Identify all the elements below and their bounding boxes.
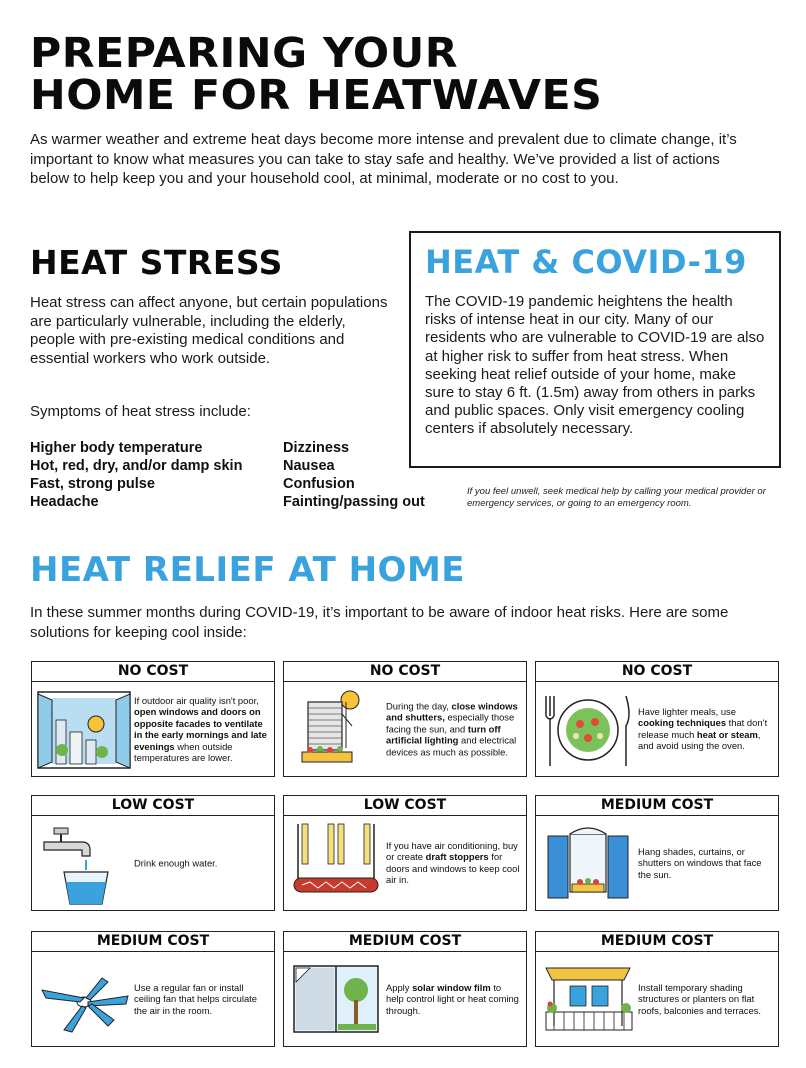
cost-label: LOW COST [32, 796, 274, 816]
solution-text-part: If outdoor air quality isn't poor, [134, 694, 259, 706]
page-title-line-2: HOME FOR HEATWAVES [30, 71, 603, 119]
solution-text-part: Have lighter meals, use [638, 706, 736, 718]
window-shutters-icon [540, 820, 636, 906]
solution-text-part: Drink enough water. [134, 857, 218, 869]
symptom-item: Confusion [283, 476, 355, 492]
heat-relief-heading: HEAT RELIEF AT HOME [30, 550, 466, 590]
solution-text-bold: heat or steam [696, 729, 758, 740]
solution-card [31, 661, 275, 777]
symptoms-list-left [30, 439, 242, 511]
solution-card [283, 931, 527, 1047]
covid-heading: HEAT & COVID-19 [425, 243, 747, 281]
solution-text-part: Hang shades, curtains, or shutters on windows that face the sun. [638, 845, 762, 880]
solution-text-bold: close windows and shutters, [386, 700, 518, 723]
salad-plate-icon [540, 686, 636, 772]
cost-label: NO COST [284, 662, 526, 682]
cost-label: MEDIUM COST [536, 932, 778, 952]
solution-text [386, 840, 520, 886]
cost-label: NO COST [536, 662, 778, 682]
card-body [32, 816, 274, 910]
solution-card [283, 795, 527, 911]
window-film-icon [288, 956, 384, 1042]
covid-text: The COVID-19 pandemic heightens the health risks of intense heat in our city. Many of our residents who are vulnerable to COVID-19 are also at higher risk to suffer from heat stress. When seeking heat relief outside of your home, make sure to stay 6 ft. (1.5m) away from others in parks and public spaces. Only visit emergency cooling centers if absolutely necessary. [425, 293, 765, 438]
symptom-item: Higher body temperature [30, 440, 203, 456]
symptom-item: Hot, red, dry, and/or damp skin [30, 458, 243, 474]
cost-label: MEDIUM COST [536, 796, 778, 816]
card-body [284, 816, 526, 910]
card-body [32, 952, 274, 1046]
card-body [32, 682, 274, 776]
covid-info-box [409, 231, 781, 468]
solution-text [638, 982, 772, 1016]
solution-text [134, 982, 268, 1016]
cost-label: LOW COST [284, 796, 526, 816]
solution-text [638, 706, 772, 752]
solution-text-part: If you have air conditioning, buy or create [386, 840, 518, 863]
solution-text-part: for doors and windows to keep cool air in. [386, 851, 520, 886]
solution-text-part: when outside temperatures are lower. [134, 740, 233, 763]
solution-text-bold: cooking techniques [638, 717, 727, 729]
intro-paragraph: As warmer weather and extreme heat days become more intense and prevalent due to climate change, it’s important to know what measures you can take to stay safe and healthy. We’ve provided a list of actions below to help keep you and your household cool, at minimal, moderate or no cost to you. [30, 131, 737, 187]
solution-text [386, 982, 520, 1016]
cost-label: MEDIUM COST [32, 932, 274, 952]
solution-card [535, 661, 779, 777]
page-title-line-1: PREPARING YOUR [30, 29, 459, 77]
solution-text-part: especially those facing the sun, and [386, 711, 515, 735]
open-window-icon [36, 686, 132, 772]
solution-text-bold: draft stoppers [425, 851, 489, 863]
solution-text [386, 700, 520, 757]
symptom-item: Headache [30, 494, 99, 510]
heat-stress-text: Heat stress can affect anyone, but certain populations are particularly vulnerable, including the elderly, people with pre-existing medical conditions and essential workers who work outside. [30, 294, 388, 367]
symptom-item: Nausea [283, 458, 335, 474]
card-body [284, 952, 526, 1046]
cost-label: NO COST [32, 662, 274, 682]
solution-text-bold: open windows and doors on opposite facades to ventilate in the early mornings and late evenings [134, 706, 267, 752]
solution-text-bold: solar window film [412, 981, 491, 993]
card-body [284, 682, 526, 776]
ceiling-fan-icon [36, 956, 132, 1042]
water-tap-glass-icon [36, 820, 132, 906]
solution-text-part: to help control light or heat coming through. [386, 981, 519, 1016]
draft-stopper-icon [288, 820, 384, 906]
closed-shutters-icon [288, 686, 384, 772]
symptoms-intro: Symptoms of heat stress include: [30, 403, 251, 420]
solution-text-part: , and avoid using the oven. [638, 729, 761, 752]
solution-text [638, 846, 772, 880]
solution-text-part: Apply [386, 981, 413, 993]
solution-text-part: and electrical devices as much as possible. [386, 734, 517, 758]
solution-text-part: Install temporary shading structures or planters on flat roofs, balconies and terraces. [638, 981, 761, 1016]
card-body [536, 682, 778, 776]
card-body [536, 816, 778, 910]
solution-card [31, 931, 275, 1047]
solution-card [535, 795, 779, 911]
heat-relief-intro: In these summer months during COVID-19, it’s important to be aware of indoor heat risks. Here are some solutions for keeping cool inside: [30, 604, 729, 641]
heat-stress-heading: HEAT STRESS [30, 243, 283, 282]
symptom-item: Dizziness [283, 440, 350, 456]
solution-text-part: Use a regular fan or install ceiling fan that helps circulate the air in the room. [134, 981, 257, 1016]
symptoms-list-right [283, 439, 425, 511]
symptom-item: Fast, strong pulse [30, 476, 155, 492]
solution-text [134, 857, 268, 868]
solution-card [31, 795, 275, 911]
symptom-item: Fainting/passing out [283, 494, 425, 510]
solution-card [283, 661, 527, 777]
solution-text-part: that don’t release much [638, 717, 768, 740]
cost-label: MEDIUM COST [284, 932, 526, 952]
solution-text [134, 695, 268, 763]
balcony-shade-icon [540, 956, 636, 1042]
solution-card [535, 931, 779, 1047]
card-body [536, 952, 778, 1046]
solution-text-bold: turn off artificial lighting [386, 723, 501, 746]
solution-text-part: During the day, [386, 700, 452, 712]
medical-help-note: If you feel unwell, seek medical help by calling your medical provider or emergency services, or going to an emergency room. [467, 486, 766, 509]
page-title [30, 29, 800, 119]
